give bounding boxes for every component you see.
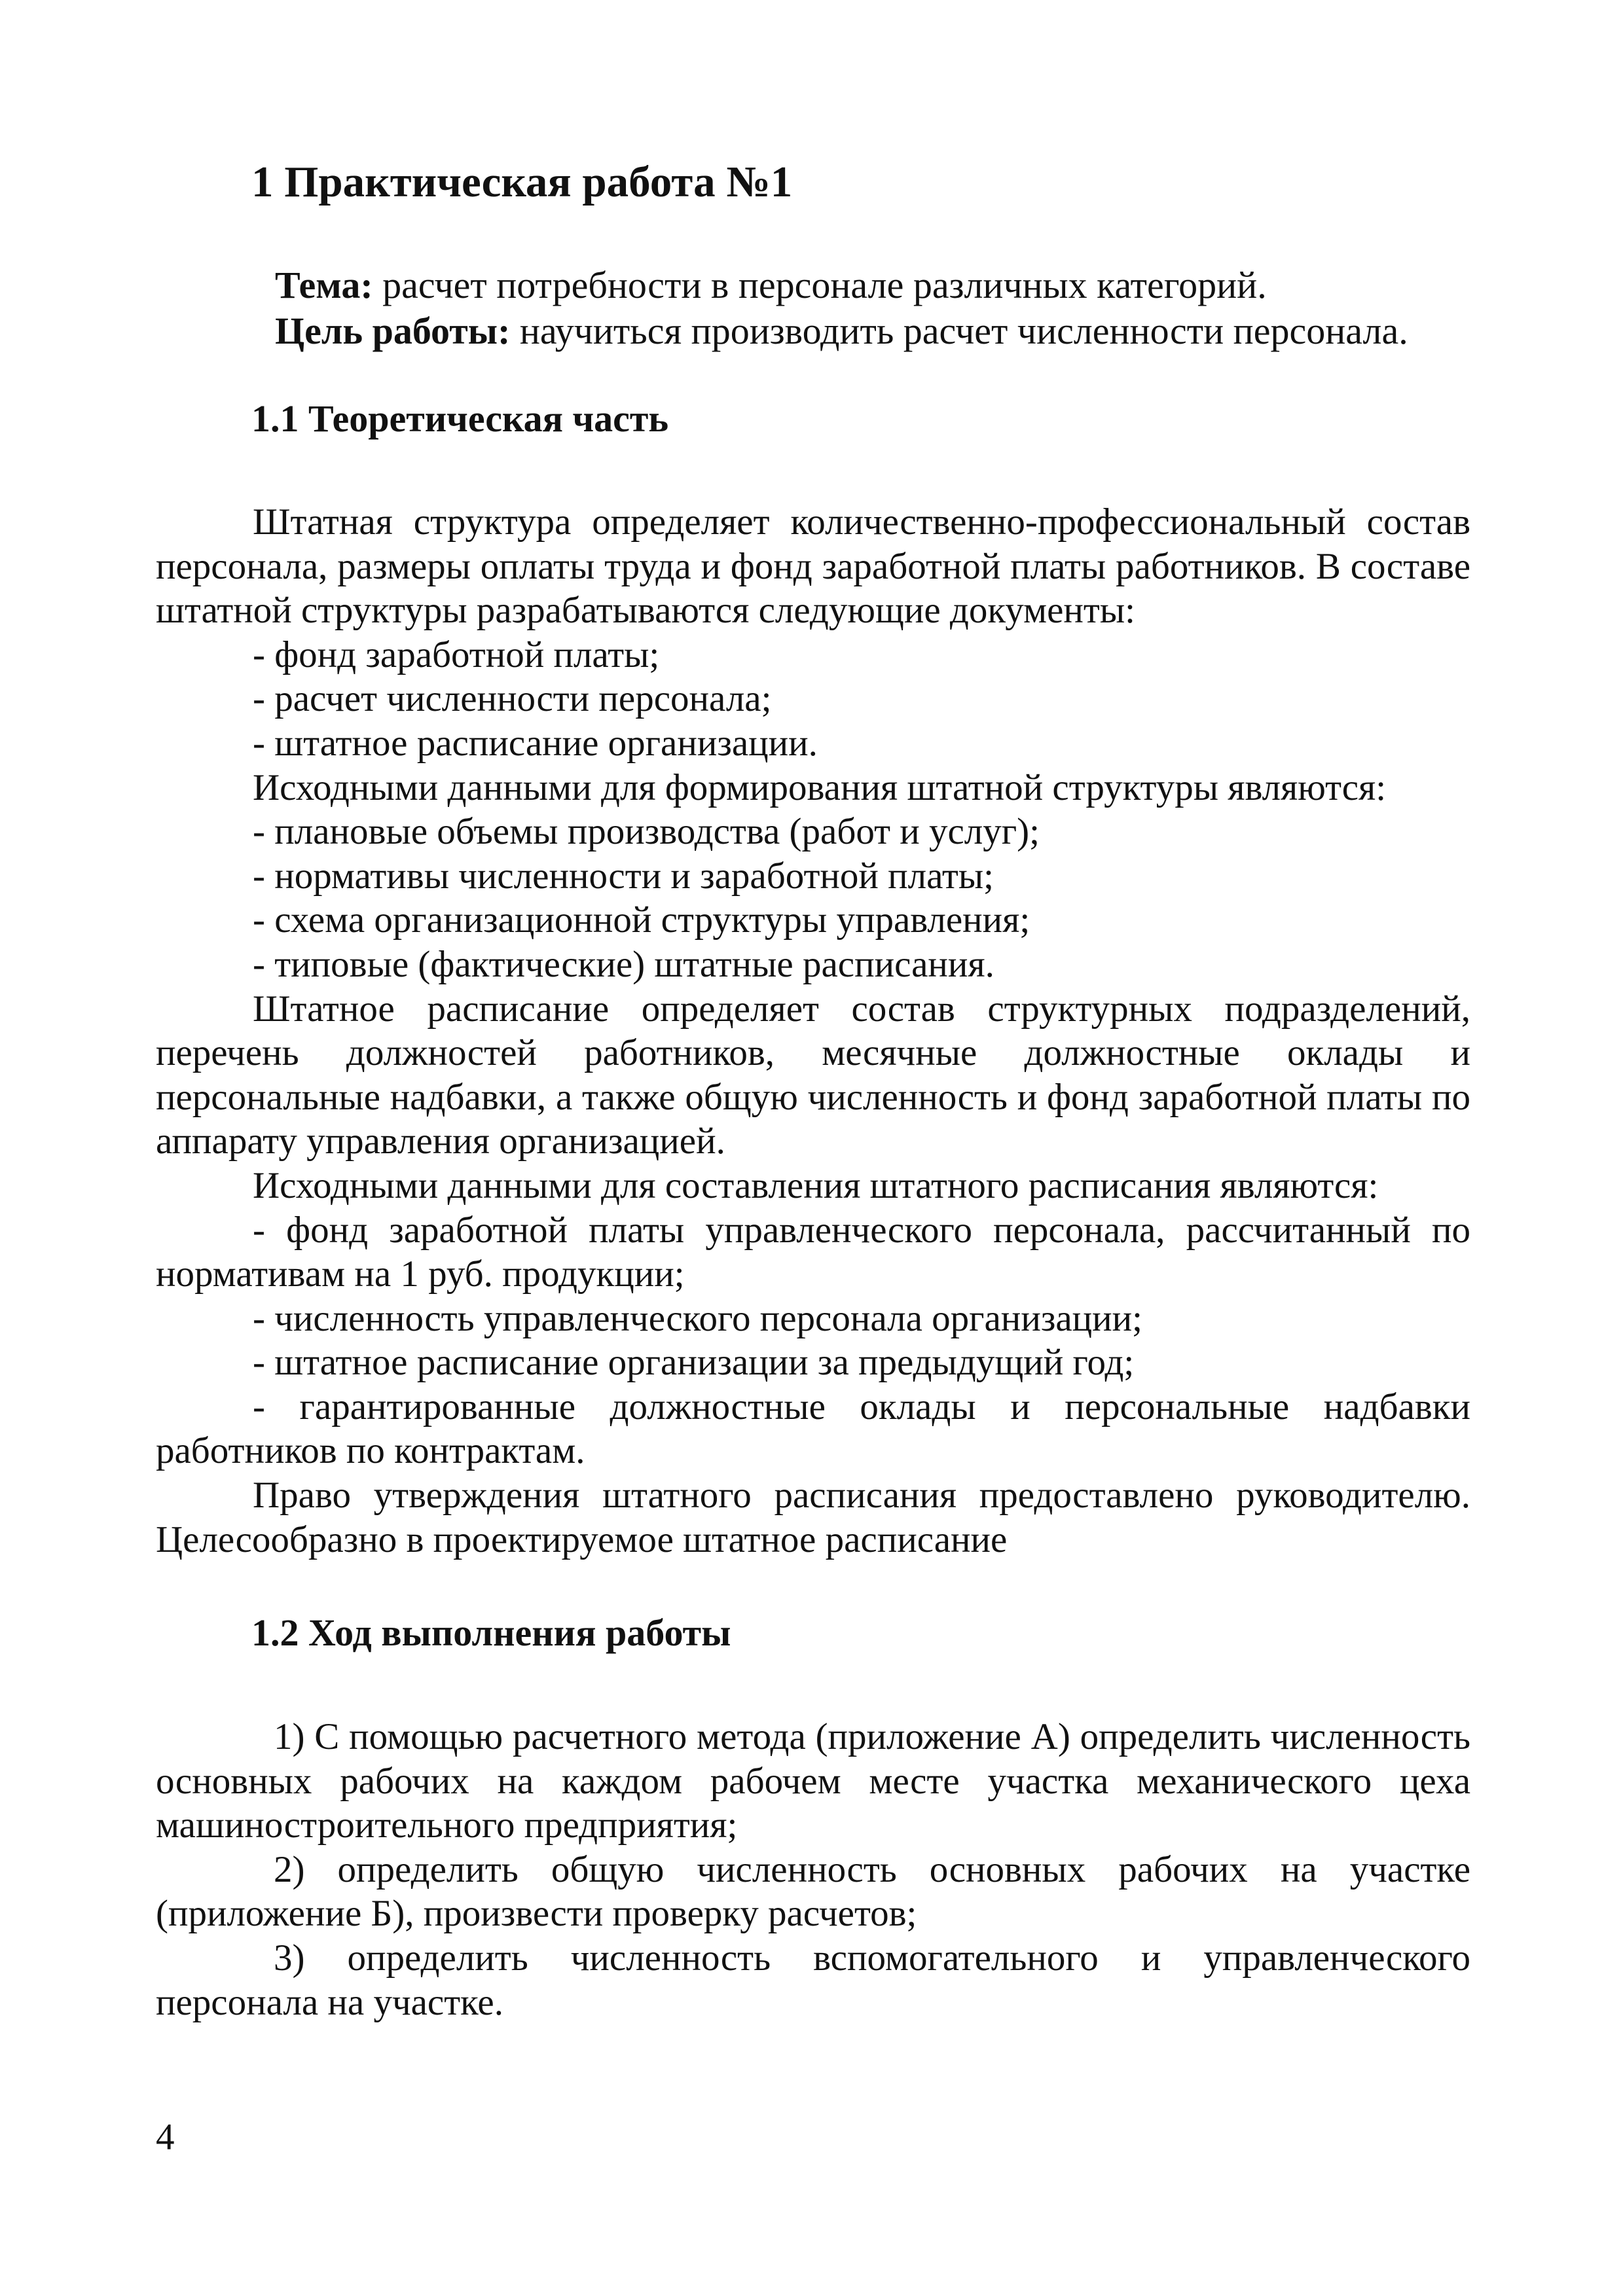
list-item: - расчет численности персонала; [253,678,772,720]
section-heading-procedure: 1.2 Ход выполнения работы [251,1611,731,1654]
step-item: 3) определить численность вспомогательного и управленческого персонала на участке. [156,1937,1470,2023]
goal-text: научиться производить расчет численности персонала. [510,310,1408,352]
topic-label: Тема: [275,264,373,306]
list-item: - штатное расписание организации за предыдущий год; [253,1342,1135,1384]
goal-label: Цель работы: [275,310,511,352]
list-item: - типовые (фактические) штатные расписания. [253,943,994,985]
section-heading-theory: 1.1 Теоретическая часть [251,397,669,440]
list-item: - фонд заработной платы управленческого персонала, рассчитанный по нормативам на 1 руб. продукции; [156,1209,1470,1295]
procedure-body [156,1715,1470,2024]
list-item: - схема организационной структуры управления; [253,899,1030,941]
step-item: 2) определить общую численность основных рабочих на участке (приложение Б), произвести проверку расчетов; [156,1848,1470,1935]
topic-text: расчет потребности в персонале различных категорий. [373,264,1267,306]
list-item: - штатное расписание организации. [253,722,818,764]
paragraph: Исходными данными для составления штатного расписания являются: [253,1164,1379,1206]
goal-line [275,308,1473,355]
list-item: - гарантированные должностные оклады и персональные надбавки работников по контрактам. [156,1386,1470,1472]
step-item: 1) С помощью расчетного метода (приложение А) определить численность основных рабочих на каждом рабочем месте участка механического цеха машиностроительного предприятия; [156,1716,1470,1846]
theory-body [156,500,1470,1562]
paragraph: Штатная структура определяет количественно-профессиональный состав персонала, размеры оплаты труда и фонд заработной платы работников. В составе штатной структуры разрабатываются следующие документы: [156,501,1470,632]
paragraph: Штатное расписание определяет состав структурных подразделений, перечень должностей работников, месячные должностные оклады и персональные надбавки, а также общую численность и фонд заработной платы по аппарату управления организацией. [156,988,1470,1162]
page-title: 1 Практическая работа №1 [251,158,793,206]
paragraph: Право утверждения штатного расписания предоставлено руководителю. Целесообразно в проектируемое штатное расписание [156,1475,1470,1560]
list-item: - плановые объемы производства (работ и услуг); [253,811,1040,853]
list-item: - нормативы численности и заработной платы; [253,855,994,897]
list-item: - фонд заработной платы; [253,634,660,675]
topic-line [275,262,1473,309]
page-number: 4 [156,2117,175,2158]
list-item: - численность управленческого персонала организации; [253,1297,1142,1339]
paragraph: Исходными данными для формирования штатной структуры являются: [253,766,1387,808]
